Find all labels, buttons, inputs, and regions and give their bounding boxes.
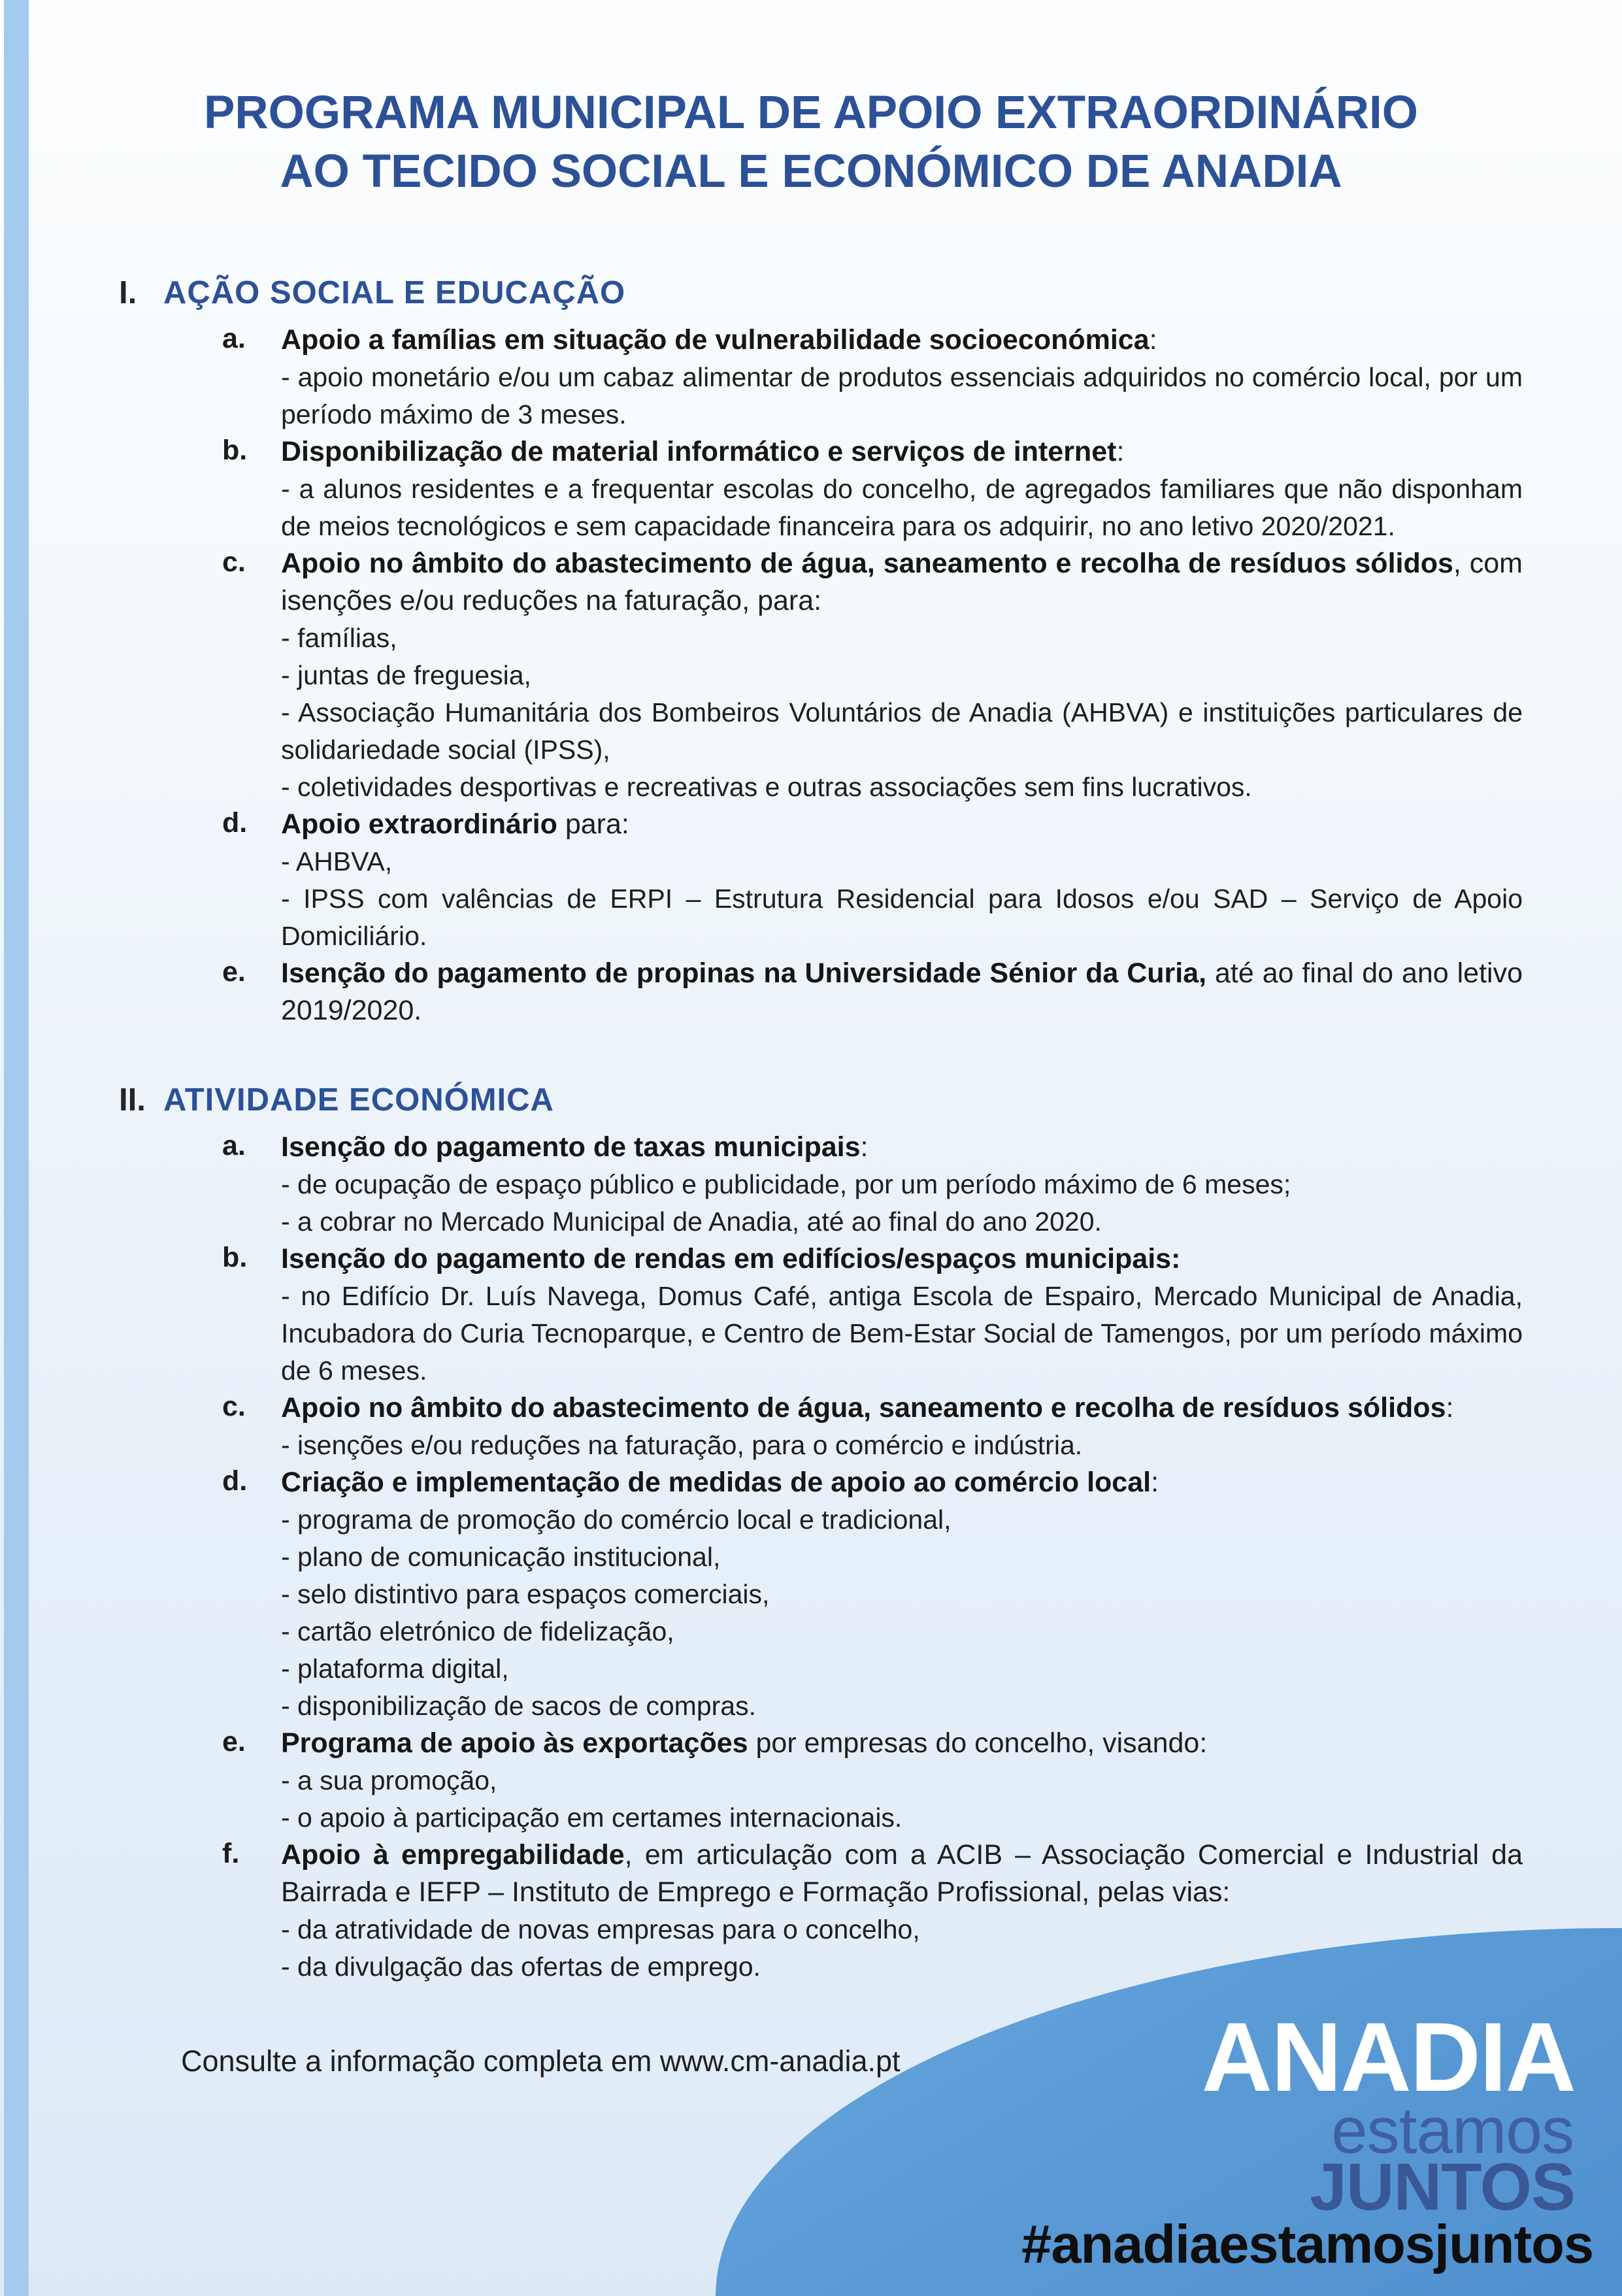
item-letter: e. [222,956,246,988]
list-item-a [222,1129,1523,1240]
list-item-b [222,433,1523,545]
item-title [281,1725,1523,1762]
item-detail: - isenções e/ou reduções na faturação, para o comércio e indústria. [281,1430,1083,1460]
item-title-rest: : [1151,1467,1159,1498]
item-title-bold: Apoio no âmbito do abastecimento de água, saneamento e recolha de resíduos sólidos [281,1392,1446,1423]
item-detail: - IPSS com valências de ERPI – Estrutura Residencial para Idosos e/ou SAD – Serviço de Apoio Domiciliário. [281,884,1523,951]
brand-tagline-juntos: JUNTOS [1310,2150,1575,2224]
item-detail: - juntas de freguesia, [281,660,531,690]
item-detail: - selo distintivo para espaços comerciais, [281,1579,770,1609]
list-item-e [222,955,1523,1029]
list-item-c [222,1389,1523,1464]
item-detail: - disponibilização de sacos de compras. [281,1691,756,1721]
item-title-rest: , em articulação com a ACIB – Associação Comercial e Industrial da Bairrada e IEFP – Instituto de Emprego e Formação Profissional, pelas vias: [281,1839,1523,1908]
item-letter: d. [222,807,248,839]
item-detail: - coletividades desportivas e recreativas e outras associações sem fins lucrativos. [281,772,1252,802]
item-letter: a. [222,323,246,354]
item-title-rest: para: [557,808,629,840]
section-heading-label: ATIVIDADE ECONÓMICA [163,1082,554,1118]
item-title-bold: Criação e implementação de medidas de apoio ao comércio local [281,1467,1151,1498]
brand-hashtag: #anadiaestamosjuntos [1021,2214,1593,2274]
section-heading-label: AÇÃO SOCIAL E EDUCAÇÃO [163,275,626,310]
item-detail: - plano de comunicação institucional, [281,1542,721,1572]
item-detail: - no Edifício Dr. Luís Navega, Domus Café, antiga Escola de Espairo, Mercado Municipal de Anadia, Incubadora do Curia Tecnoparque, e Centro de Bem-Estar Social de Tamengos, por um período máximo de 6 meses. [281,1281,1523,1386]
item-title-bold: Programa de apoio às exportações [281,1727,748,1759]
item-title-bold: Isenção do pagamento de taxas municipais [281,1131,861,1163]
item-title [281,1464,1523,1501]
page-title-line2: AO TECIDO SOCIAL E ECONÓMICO DE ANADIA [280,146,1342,197]
item-detail: - programa de promoção do comércio local e tradicional, [281,1505,952,1535]
left-accent-bar [4,0,29,2296]
item-detail: - AHBVA, [281,846,393,876]
list-item-a [222,322,1523,433]
section-items [222,1129,1523,1986]
item-detail: - Associação Humanitária dos Bombeiros Voluntários de Anadia (AHBVA) e instituições particulares de solidariedade social (IPSS), [281,697,1523,765]
item-title [281,1240,1523,1278]
item-detail: - a sua promoção, [281,1765,497,1795]
item-title-bold: Apoio no âmbito do abastecimento de água, saneamento e recolha de resíduos sólidos [281,548,1453,579]
item-letter: b. [222,1242,248,1273]
item-title-rest: : [1446,1392,1454,1423]
item-title [281,433,1523,471]
section-heading [119,273,1526,312]
list-item-e [222,1725,1523,1837]
item-letter: e. [222,1726,246,1757]
item-title-bold: Disponibilização de material informático e serviços de internet [281,436,1117,467]
list-item-d [222,806,1523,955]
item-detail: - a cobrar no Mercado Municipal de Anadia, até ao final do ano 2020. [281,1206,1102,1237]
brand-city-name: ANADIA [1201,2002,1575,2112]
item-detail: - da divulgação das ofertas de emprego. [281,1952,761,1982]
item-detail: - o apoio à participação em certames internacionais. [281,1803,902,1833]
item-letter: c. [222,546,246,578]
section-numeral: II. [119,1082,146,1118]
item-title-rest: , com isenções e/ou reduções na faturação, para: [281,548,1523,616]
brand-tagline-estamos: estamos [1331,2094,1574,2167]
item-detail: - da atratividade de novas empresas para o concelho, [281,1914,920,1944]
list-item-d [222,1464,1523,1725]
item-detail: - apoio monetário e/ou um cabaz alimentar de produtos essenciais adquiridos no comércio local, por um período máximo de 3 meses. [281,362,1523,429]
list-item-b [222,1240,1523,1389]
section-atividade-economica [119,1080,1526,1986]
item-detail: - de ocupação de espaço público e publicidade, por um período máximo de 6 meses; [281,1169,1291,1199]
item-detail: - famílias, [281,623,397,653]
item-title [281,545,1523,620]
section-heading [119,1080,1526,1120]
item-detail: - a alunos residentes e a frequentar escolas do concelho, de agregados familiares que não disponham de meios tecnológicos e sem capacidade financeira para os adquirir, no ano letivo 2020/2021. [281,474,1523,541]
item-title [281,1129,1523,1166]
item-title-bold: Apoio a famílias em situação de vulnerabilidade socioeconómica [281,324,1150,356]
item-title [281,955,1523,1029]
item-title-rest: até ao final do ano letivo 2019/2020. [281,957,1523,1026]
list-item-c [222,545,1523,806]
page-title-line1: PROGRAMA MUNICIPAL DE APOIO EXTRAORDINÁRIO [204,87,1418,139]
item-letter: f. [222,1838,240,1869]
item-detail: - cartão eletrónico de fidelização, [281,1616,674,1646]
section-acao-social-educacao [119,273,1526,1029]
item-title-bold: Isenção do pagamento de propinas na Universidade Sénior da Curia, [281,957,1207,989]
item-title-rest: : [860,1131,869,1163]
document-body [119,273,1526,1986]
section-numeral: I. [119,275,137,310]
item-title [281,322,1523,359]
item-letter: b. [222,435,248,466]
footer-info-note: Consulte a informação completa em www.cm-anadia.pt [181,2044,901,2078]
item-title-bold: Apoio extraordinário [281,808,557,840]
item-title-bold: Apoio à empregabilidade [281,1839,625,1871]
section-items [222,322,1523,1029]
item-title-rest: por empresas do concelho, visando: [748,1727,1208,1759]
item-title-rest: : [1149,324,1157,356]
item-detail: - plataforma digital, [281,1654,509,1684]
item-title [281,1837,1523,1911]
page-title [29,84,1593,201]
item-letter: d. [222,1465,248,1497]
item-letter: c. [222,1391,246,1422]
item-title-bold: Isenção do pagamento de rendas em edifícios/espaços municipais: [281,1243,1181,1274]
item-title [281,806,1523,843]
item-title [281,1389,1523,1427]
item-title-rest: : [1116,436,1125,467]
item-letter: a. [222,1130,246,1161]
